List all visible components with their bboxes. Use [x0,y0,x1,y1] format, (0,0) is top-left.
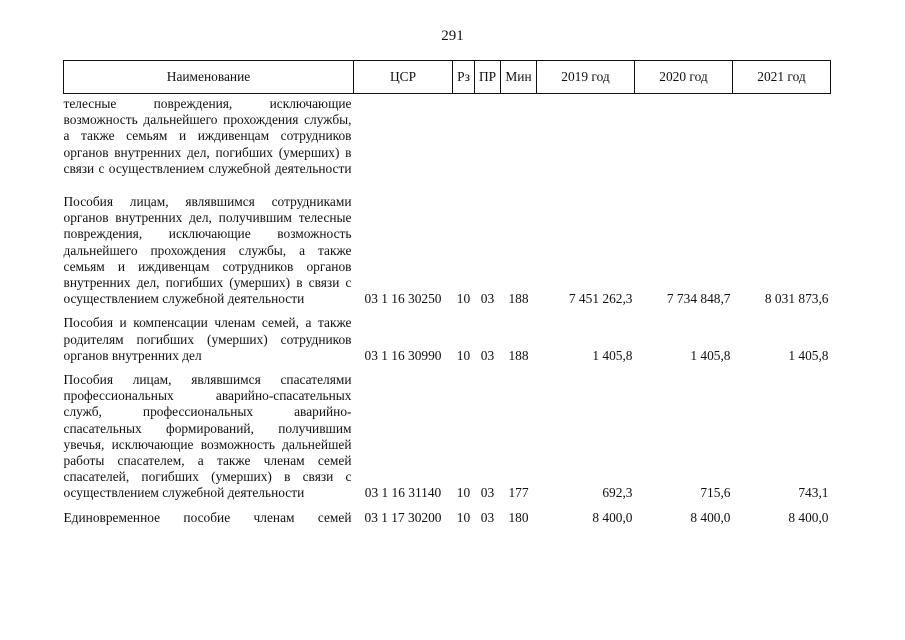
row-rz: 10 [456,509,471,525]
row-min: 188 [508,291,529,307]
row-2021: 743,1 [798,485,829,501]
row-2019: 7 451 262,3 [568,291,633,307]
row-pr: 03 [480,347,495,363]
row-name: Пособия и компенсации членам семей, а также родителям погибших (умерших) сотрудников органов внутренних дел [63,315,352,363]
row-2021: 8 400,0 [788,509,829,525]
row-2021: 8 031 873,6 [764,291,829,307]
row-2019 [537,94,635,195]
row-rz [453,94,475,195]
header-rz: Рз [453,61,475,94]
budget-table [63,60,831,534]
row-2019: 8 400,0 [592,509,633,525]
table-row [64,510,831,534]
row-2019: 1 405,8 [592,347,633,363]
row-rz: 10 [456,347,471,363]
row-csr [354,94,453,195]
row-min [501,94,537,195]
table-row [64,372,831,510]
header-min: Мин [501,61,537,94]
row-2020: 715,6 [700,485,731,501]
row-name: Пособия лицам, являвшимся сотрудниками органов внутренних дел, получившим телесные повреждения, исключающие возможность дальнейшего прохождения службы, а также семьям и иждивенцам сотрудников органов внутренних дел, погибших (умерших) в связи с осуществлением служебной деятельности [63,194,352,307]
row-csr: 03 1 16 30990 [364,347,442,363]
row-pr: 03 [480,485,495,501]
row-min: 177 [508,485,529,501]
row-csr: 03 1 17 30200 [364,509,442,525]
header-2019: 2019 год [537,61,635,94]
table-row [64,315,831,372]
row-csr: 03 1 16 30250 [364,291,442,307]
table-row [64,94,831,195]
row-2020: 7 734 848,7 [666,291,731,307]
row-rz: 10 [456,291,471,307]
row-2020 [635,94,733,195]
row-name: Пособия лицам, являвшимся спасателями профессиональных аварийно-спасательных служб, профессиональных аварийно-спасательных формирований, получившим увечья, исключающие возможность дальнейшей работы спасателем, а также членам семей спасателей, погибших (умерших) в связи с осуществлением служебной деятельности [63,372,352,501]
row-min: 180 [508,509,529,525]
header-name: Наименование [64,61,354,94]
header-pr: ПР [475,61,501,94]
row-csr: 03 1 16 31140 [364,485,442,501]
header-2020: 2020 год [635,61,733,94]
page-number: 291 [441,28,464,44]
row-pr: 03 [480,509,495,525]
table-row [64,194,831,315]
row-2020: 8 400,0 [690,509,731,525]
row-2020: 1 405,8 [690,347,731,363]
row-2021 [733,94,831,195]
row-pr: 03 [480,291,495,307]
row-pr [475,94,501,195]
row-2021: 1 405,8 [788,347,829,363]
table-header [64,61,831,94]
row-min: 188 [508,347,529,363]
row-name: телесные повреждения, исключающие возможность дальнейшего прохождения службы, а также семьям и иждивенцам сотрудников органов внутренних дел, погибших (умерших) в связи с осуществлением служебной деятельности [63,96,352,176]
row-rz: 10 [456,485,471,501]
row-2019: 692,3 [602,485,633,501]
header-2021: 2021 год [733,61,831,94]
header-csr: ЦСР [354,61,453,94]
row-name: Единовременное пособие членам семей [63,509,352,525]
